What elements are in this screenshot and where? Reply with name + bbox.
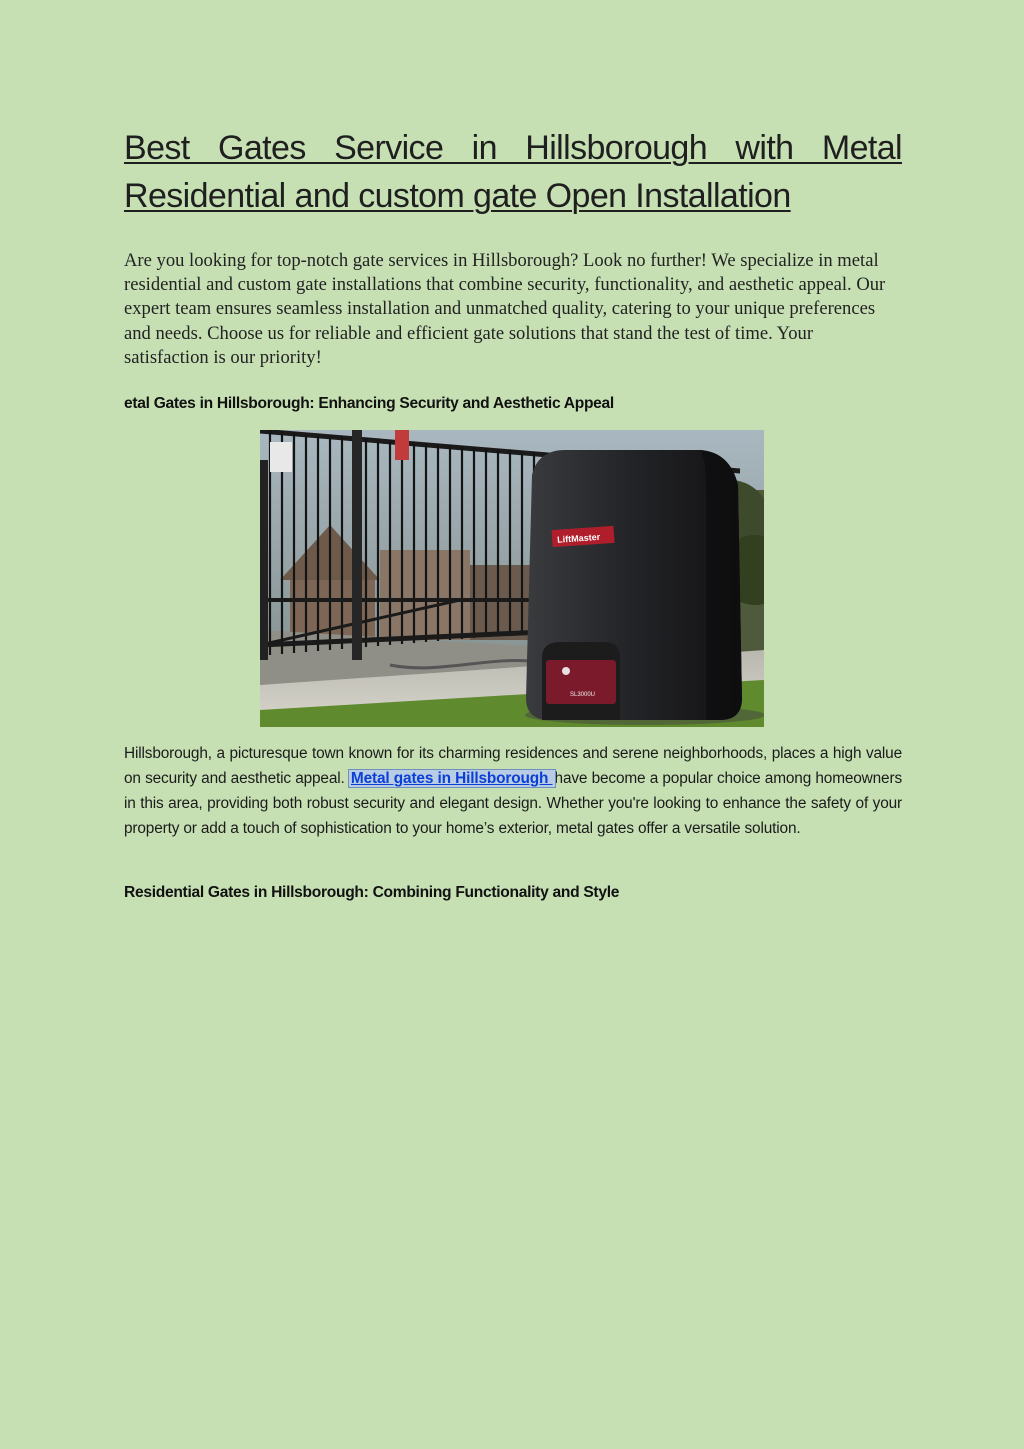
title-line-1: Best Gates Service in Hillsborough with Metal bbox=[124, 129, 902, 167]
metal-gates-link[interactable]: Metal gates in Hillsborough bbox=[350, 770, 553, 787]
intro-paragraph: Are you looking for top-notch gate services in Hillsborough? Look no further! We specialize in metal residential and custom gate installations that combine security, functionality, and aesthetic appeal. Our expert team ensures seamless installation and unmatched quality, catering to your unique preferences and needs. Choose us for reliable and efficient gate solutions that stand the test of time. Your satisfaction is our priority! bbox=[124, 250, 886, 368]
title-line-2: Residential and custom gate Open Installation bbox=[124, 177, 791, 215]
gate-opener-photo bbox=[260, 430, 764, 727]
hillsborough-paragraph bbox=[124, 741, 902, 841]
brand-label: LiftMaster bbox=[556, 531, 601, 545]
paragraph-text-before-link: Hillsborough, a picturesque town known for its charming residences and serene neighborhoods, places a high value on security and aesthetic appeal. bbox=[124, 745, 902, 787]
model-label: SL3000U bbox=[570, 692, 596, 698]
paragraph-text-after-link: have become a popular choice among homeowners in this area, providing both robust security and elegant design. Whether you're looking to enhance the safety of your property or add a touch of sophistication to your home’s exterior, metal gates offer a versatile solution. bbox=[124, 770, 902, 837]
page-title bbox=[124, 124, 902, 220]
section-heading-metal-gates: etal Gates in Hillsborough: Enhancing Security and Aesthetic Appeal bbox=[124, 395, 614, 412]
section-heading-residential-gates: Residential Gates in Hillsborough: Combining Functionality and Style bbox=[124, 884, 620, 901]
